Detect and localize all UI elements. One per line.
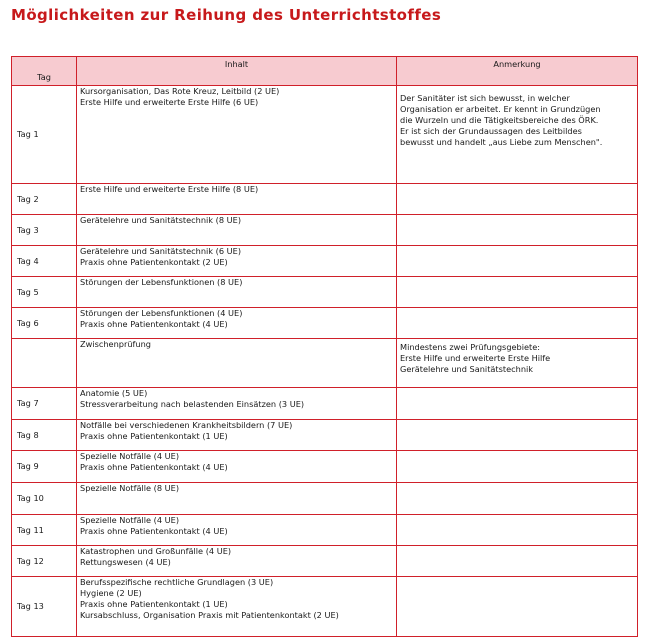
table-row xyxy=(12,483,638,515)
cell-tag: Tag 12 xyxy=(12,546,77,577)
cell-inhalt xyxy=(77,451,397,483)
anmerkung-line: Gerätelehre und Sanitätstechnik xyxy=(400,364,534,374)
cell-inhalt xyxy=(77,86,397,184)
inhalt-line: Störungen der Lebensfunktionen (4 UE) xyxy=(80,308,243,318)
inhalt-line: Rettungswesen (4 UE) xyxy=(80,557,171,567)
table-row xyxy=(12,184,638,215)
cell-inhalt xyxy=(77,308,397,339)
header-anmerkung: Anmerkung xyxy=(397,57,638,86)
table-body xyxy=(12,86,638,637)
cell-anmerkung xyxy=(397,451,638,483)
anmerkung-line: Erste Hilfe und erweiterte Erste Hilfe xyxy=(400,353,551,363)
inhalt-line: Erste Hilfe und erweiterte Erste Hilfe (8 UE) xyxy=(80,184,259,194)
cell-inhalt xyxy=(77,577,397,637)
header-inhalt: Inhalt xyxy=(77,57,397,86)
curriculum-table xyxy=(11,56,638,637)
cell-anmerkung xyxy=(397,483,638,515)
cell-anmerkung xyxy=(397,277,638,308)
inhalt-line: Kursabschluss, Organisation Praxis mit Patientenkontakt (2 UE) xyxy=(80,610,339,620)
inhalt-line: Notfälle bei verschiedenen Krankheitsbildern (7 UE) xyxy=(80,420,293,430)
cell-anmerkung xyxy=(397,420,638,451)
cell-tag: Tag 6 xyxy=(12,308,77,339)
cell-inhalt xyxy=(77,277,397,308)
anmerkung-line: Er ist sich der Grundaussagen des Leitbildes xyxy=(400,126,582,136)
inhalt-line: Störungen der Lebensfunktionen (8 UE) xyxy=(80,277,243,287)
cell-tag: Tag 9 xyxy=(12,451,77,483)
cell-inhalt xyxy=(77,339,397,388)
inhalt-line: Gerätelehre und Sanitätstechnik (8 UE) xyxy=(80,215,242,225)
table-row xyxy=(12,215,638,246)
inhalt-line: Berufsspezifische rechtliche Grundlagen (3 UE) xyxy=(80,577,274,587)
anmerkung-line: Mindestens zwei Prüfungsgebiete: xyxy=(400,342,541,352)
anmerkung-line: bewusst und handelt „aus Liebe zum Menschen". xyxy=(400,137,603,147)
inhalt-line: Spezielle Notfälle (8 UE) xyxy=(80,483,180,493)
inhalt-line: Praxis ohne Patientenkontakt (2 UE) xyxy=(80,257,228,267)
cell-anmerkung xyxy=(397,515,638,546)
cell-inhalt xyxy=(77,546,397,577)
cell-tag: Tag 7 xyxy=(12,388,77,420)
inhalt-line: Hygiene (2 UE) xyxy=(80,588,142,598)
cell-tag: Tag 13 xyxy=(12,577,77,637)
cell-tag: Tag 4 xyxy=(12,246,77,277)
cell-anmerkung xyxy=(397,577,638,637)
inhalt-line: Spezielle Notfälle (4 UE) xyxy=(80,451,180,461)
inhalt-line: Gerätelehre und Sanitätstechnik (6 UE) xyxy=(80,246,242,256)
inhalt-line: Zwischenprüfung xyxy=(80,339,151,349)
cell-tag xyxy=(12,339,77,388)
cell-anmerkung xyxy=(397,339,638,388)
cell-anmerkung xyxy=(397,246,638,277)
anmerkung-line: Der Sanitäter ist sich bewusst, in welcher xyxy=(400,93,570,103)
cell-tag: Tag 1 xyxy=(12,86,77,184)
inhalt-line: Katastrophen und Großunfälle (4 UE) xyxy=(80,546,232,556)
table-header-row xyxy=(12,57,638,86)
cell-inhalt xyxy=(77,420,397,451)
inhalt-line: Praxis ohne Patientenkontakt (1 UE) xyxy=(80,599,228,609)
inhalt-line: Erste Hilfe und erweiterte Erste Hilfe (6 UE) xyxy=(80,97,259,107)
table-row xyxy=(12,246,638,277)
cell-inhalt xyxy=(77,215,397,246)
inhalt-line: Stressverarbeitung nach belastenden Einsätzen (3 UE) xyxy=(80,399,305,409)
anmerkung-line: die Wurzeln und die Tätigkeitsbereiche des ÖRK. xyxy=(400,115,599,125)
page-title: Möglichkeiten zur Reihung des Unterrichtstoffes xyxy=(11,6,442,24)
cell-anmerkung xyxy=(397,546,638,577)
cell-tag: Tag 11 xyxy=(12,515,77,546)
inhalt-line: Praxis ohne Patientenkontakt (4 UE) xyxy=(80,319,228,329)
cell-inhalt xyxy=(77,388,397,420)
cell-inhalt xyxy=(77,246,397,277)
anmerkung-line: Organisation er arbeitet. Er kennt in Grundzügen xyxy=(400,104,601,114)
table-row xyxy=(12,546,638,577)
cell-anmerkung xyxy=(397,308,638,339)
table-row xyxy=(12,388,638,420)
cell-anmerkung xyxy=(397,215,638,246)
table-row xyxy=(12,277,638,308)
inhalt-line: Praxis ohne Patientenkontakt (4 UE) xyxy=(80,526,228,536)
cell-inhalt xyxy=(77,515,397,546)
table-row xyxy=(12,577,638,637)
cell-tag: Tag 2 xyxy=(12,184,77,215)
cell-tag: Tag 8 xyxy=(12,420,77,451)
cell-tag: Tag 3 xyxy=(12,215,77,246)
table-row xyxy=(12,308,638,339)
cell-tag: Tag 10 xyxy=(12,483,77,515)
inhalt-line: Kursorganisation, Das Rote Kreuz, Leitbild (2 UE) xyxy=(80,86,280,96)
inhalt-line: Praxis ohne Patientenkontakt (1 UE) xyxy=(80,431,228,441)
inhalt-line: Praxis ohne Patientenkontakt (4 UE) xyxy=(80,462,228,472)
cell-inhalt xyxy=(77,483,397,515)
table-row xyxy=(12,420,638,451)
inhalt-line: Spezielle Notfälle (4 UE) xyxy=(80,515,180,525)
cell-anmerkung xyxy=(397,184,638,215)
table-row xyxy=(12,451,638,483)
cell-inhalt xyxy=(77,184,397,215)
table-row xyxy=(12,515,638,546)
table-row xyxy=(12,86,638,184)
cell-anmerkung xyxy=(397,86,638,184)
cell-anmerkung xyxy=(397,388,638,420)
cell-tag: Tag 5 xyxy=(12,277,77,308)
header-tag: Tag xyxy=(12,57,77,86)
table-row xyxy=(12,339,638,388)
inhalt-line: Anatomie (5 UE) xyxy=(80,388,148,398)
